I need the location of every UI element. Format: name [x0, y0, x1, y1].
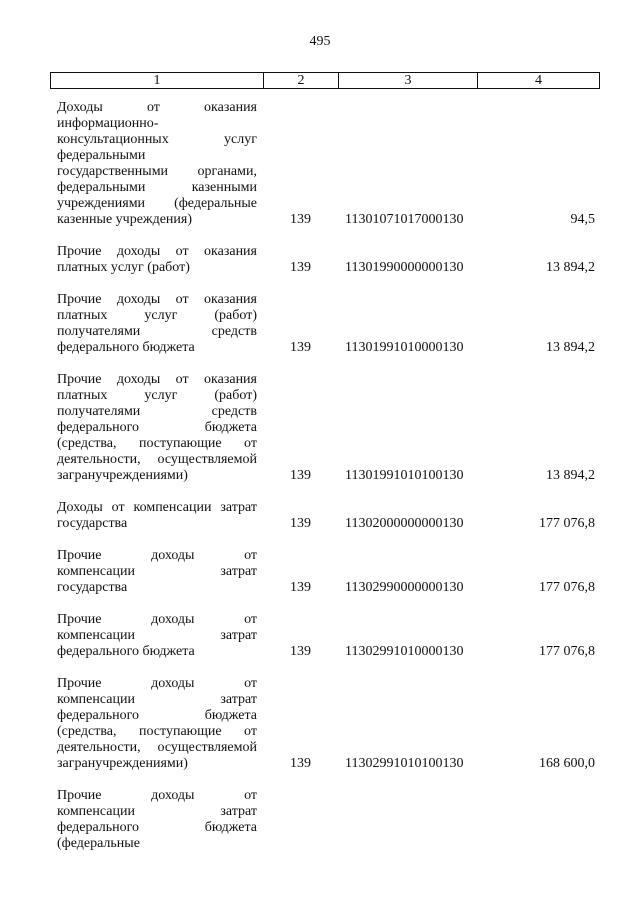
row-description [57, 244, 257, 276]
row-description [57, 676, 257, 772]
amount-cell: 177 076,8 [539, 580, 595, 595]
header-cell-4: 4 [477, 73, 599, 88]
admin-code-cell: 139 [290, 212, 311, 227]
description-line: компенсации затрат [57, 628, 257, 643]
table-row [0, 244, 640, 276]
description-line: деятельности, осуществляемой [57, 452, 257, 467]
description-line: платных услуг (работ) [57, 388, 257, 403]
table-row [0, 500, 640, 532]
row-description [57, 500, 257, 532]
description-line: (средства, поступающие от [57, 436, 257, 451]
header-cell-1: 1 [153, 72, 161, 88]
description-line: деятельности, осуществляемой [57, 740, 257, 755]
kbk-code-cell: 11301990000000130 [345, 260, 464, 275]
admin-code-cell: 139 [290, 340, 311, 355]
description-line: платных услуг (работ) [57, 260, 190, 275]
admin-code-cell: 139 [290, 468, 311, 483]
description-line: Прочие доходы от оказания [57, 244, 257, 259]
table-row [0, 372, 640, 484]
description-line: (федеральные [57, 836, 140, 851]
description-line: Прочие доходы от [57, 676, 257, 691]
description-line: государства [57, 580, 128, 595]
description-line: федерального бюджета [57, 340, 195, 355]
admin-code-cell: 139 [290, 580, 311, 595]
description-line: Доходы от оказания [57, 100, 257, 115]
admin-code-cell: 139 [290, 756, 311, 771]
description-line: Прочие доходы от [57, 612, 257, 627]
description-line: информационно- [57, 116, 159, 131]
admin-code-cell: 139 [290, 644, 311, 659]
kbk-code-cell: 11301071017000130 [345, 212, 464, 227]
description-line: государственными органами, [57, 164, 257, 179]
table-row [0, 788, 640, 852]
row-description [57, 788, 257, 852]
amount-cell: 13 894,2 [546, 260, 595, 275]
description-line: федеральными казенными [57, 180, 257, 195]
amount-cell: 13 894,2 [546, 340, 595, 355]
description-line: казенные учреждения) [57, 212, 193, 227]
description-line: загранучреждениями) [57, 756, 188, 771]
kbk-code-cell: 11302991010100130 [345, 756, 464, 771]
description-line: (средства, поступающие от [57, 724, 257, 739]
description-line: консультационных услуг [57, 132, 257, 147]
table-row [0, 100, 640, 228]
description-line: компенсации затрат [57, 804, 257, 819]
description-line: Прочие доходы от [57, 548, 257, 563]
row-description [57, 372, 257, 484]
description-line: получателями средств [57, 324, 257, 339]
row-description [57, 100, 257, 228]
header-cell-3: 3 [338, 73, 477, 88]
table-row [0, 612, 640, 660]
admin-code-cell: 139 [290, 260, 311, 275]
kbk-code-cell: 11302991010000130 [345, 644, 464, 659]
description-line: учреждениями (федеральные [57, 196, 257, 211]
table-body [0, 100, 640, 868]
row-description [57, 548, 257, 596]
amount-cell: 94,5 [570, 212, 595, 227]
amount-cell: 168 600,0 [539, 756, 595, 771]
table-row [0, 676, 640, 772]
table-row [0, 292, 640, 356]
description-line: государства [57, 516, 128, 531]
description-line: федерального бюджета [57, 420, 257, 435]
kbk-code-cell: 11301991010100130 [345, 468, 464, 483]
description-line: федерального бюджета [57, 644, 195, 659]
row-description [57, 292, 257, 356]
description-line: Прочие доходы от [57, 788, 257, 803]
table-row [0, 548, 640, 596]
description-line: компенсации затрат [57, 564, 257, 579]
amount-cell: 177 076,8 [539, 516, 595, 531]
description-line: загранучреждениями) [57, 468, 188, 483]
table-header-row [50, 72, 600, 89]
description-line: федерального бюджета [57, 820, 257, 835]
description-line: Прочие доходы от оказания [57, 292, 257, 307]
amount-cell: 177 076,8 [539, 644, 595, 659]
description-line: компенсации затрат [57, 692, 257, 707]
description-line: Доходы от компенсации затрат [57, 500, 257, 515]
kbk-code-cell: 11302000000000130 [345, 516, 464, 531]
kbk-code-cell: 11301991010000130 [345, 340, 464, 355]
amount-cell: 13 894,2 [546, 468, 595, 483]
description-line: Прочие доходы от оказания [57, 372, 257, 387]
admin-code-cell: 139 [290, 516, 311, 531]
page-number: 495 [309, 34, 331, 49]
description-line: получателями средств [57, 404, 257, 419]
kbk-code-cell: 11302990000000130 [345, 580, 464, 595]
header-cell-2: 2 [263, 73, 338, 88]
description-line: платных услуг (работ) [57, 308, 257, 323]
description-line: федеральными [57, 148, 146, 163]
row-description [57, 612, 257, 660]
description-line: федерального бюджета [57, 708, 257, 723]
